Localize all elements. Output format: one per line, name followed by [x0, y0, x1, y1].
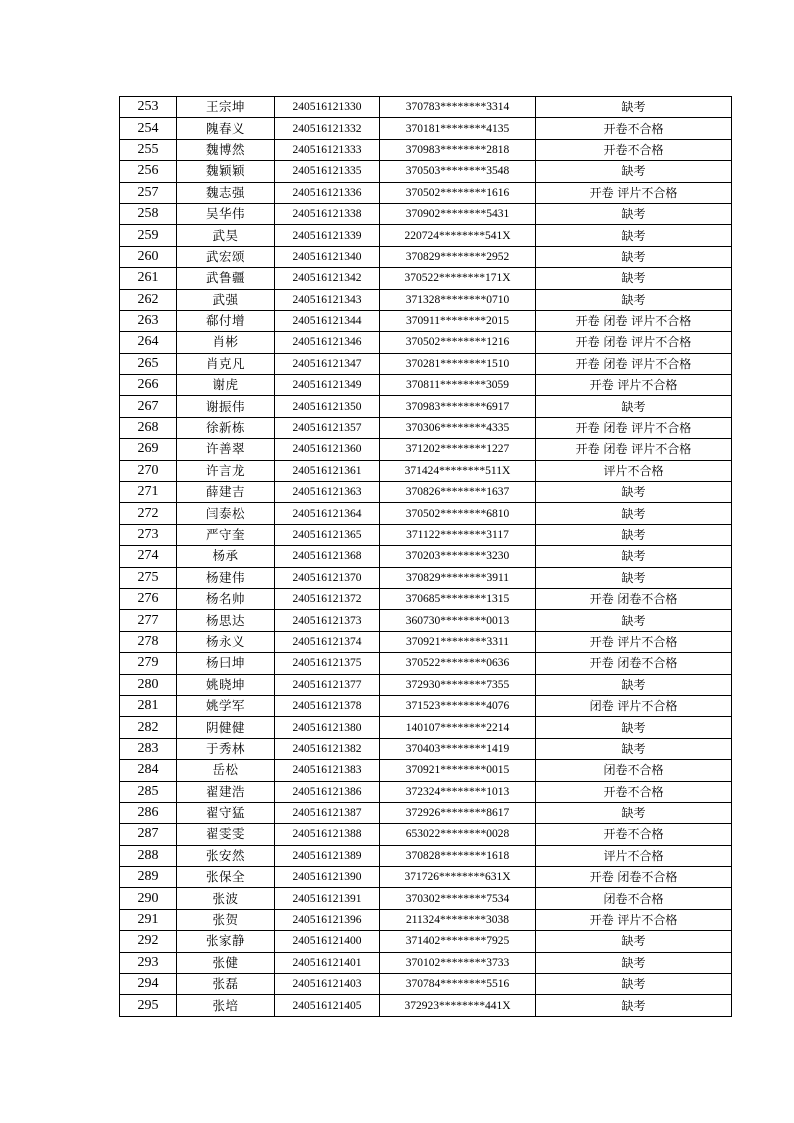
- candidate-name-cell: 郗付增: [177, 310, 275, 331]
- ticket-number-cell: 240516121373: [275, 610, 380, 631]
- row-sequence-cell: 295: [120, 995, 177, 1016]
- row-sequence-cell: 273: [120, 524, 177, 545]
- candidate-name-cell: 许善翠: [177, 439, 275, 460]
- result-cell: 闭卷 评片不合格: [536, 695, 732, 716]
- ticket-number-cell: 240516121388: [275, 824, 380, 845]
- row-sequence-cell: 285: [120, 781, 177, 802]
- id-number-cell: 370921********3311: [380, 631, 536, 652]
- result-cell: 闭卷不合格: [536, 888, 732, 909]
- result-cell: 缺考: [536, 396, 732, 417]
- id-number-cell: 370829********2952: [380, 246, 536, 267]
- table-row: [120, 97, 732, 118]
- table-row: [120, 375, 732, 396]
- id-number-cell: 140107********2214: [380, 717, 536, 738]
- row-sequence-cell: 261: [120, 268, 177, 289]
- table-row: [120, 781, 732, 802]
- results-table-body: [120, 97, 732, 1017]
- candidate-name-cell: 杨永义: [177, 631, 275, 652]
- candidate-name-cell: 徐新栋: [177, 417, 275, 438]
- table-row: [120, 503, 732, 524]
- ticket-number-cell: 240516121364: [275, 503, 380, 524]
- row-sequence-cell: 263: [120, 310, 177, 331]
- result-cell: 缺考: [536, 717, 732, 738]
- ticket-number-cell: 240516121361: [275, 460, 380, 481]
- result-cell: 开卷 闭卷 评片不合格: [536, 353, 732, 374]
- candidate-name-cell: 姚学军: [177, 695, 275, 716]
- candidate-name-cell: 杨建伟: [177, 567, 275, 588]
- result-cell: 缺考: [536, 503, 732, 524]
- candidate-name-cell: 张家静: [177, 931, 275, 952]
- row-sequence-cell: 274: [120, 546, 177, 567]
- table-row: [120, 909, 732, 930]
- candidate-name-cell: 张波: [177, 888, 275, 909]
- candidate-name-cell: 吴华伟: [177, 203, 275, 224]
- candidate-name-cell: 武宏颂: [177, 246, 275, 267]
- result-cell: 缺考: [536, 225, 732, 246]
- id-number-cell: 370784********5516: [380, 974, 536, 995]
- ticket-number-cell: 240516121347: [275, 353, 380, 374]
- id-number-cell: 372930********7355: [380, 674, 536, 695]
- ticket-number-cell: 240516121349: [275, 375, 380, 396]
- ticket-number-cell: 240516121343: [275, 289, 380, 310]
- table-row: [120, 931, 732, 952]
- id-number-cell: 371122********3117: [380, 524, 536, 545]
- id-number-cell: 370181********4135: [380, 118, 536, 139]
- result-cell: 评片不合格: [536, 845, 732, 866]
- candidate-name-cell: 张保全: [177, 867, 275, 888]
- ticket-number-cell: 240516121380: [275, 717, 380, 738]
- result-cell: 缺考: [536, 674, 732, 695]
- candidate-name-cell: 翟建浩: [177, 781, 275, 802]
- ticket-number-cell: 240516121363: [275, 482, 380, 503]
- table-row: [120, 760, 732, 781]
- row-sequence-cell: 265: [120, 353, 177, 374]
- row-sequence-cell: 264: [120, 332, 177, 353]
- table-row: [120, 268, 732, 289]
- row-sequence-cell: 275: [120, 567, 177, 588]
- row-sequence-cell: 282: [120, 717, 177, 738]
- table-row: [120, 289, 732, 310]
- row-sequence-cell: 269: [120, 439, 177, 460]
- candidate-name-cell: 魏颖颖: [177, 161, 275, 182]
- id-number-cell: 370911********2015: [380, 310, 536, 331]
- row-sequence-cell: 254: [120, 118, 177, 139]
- candidate-name-cell: 张健: [177, 952, 275, 973]
- row-sequence-cell: 277: [120, 610, 177, 631]
- ticket-number-cell: 240516121344: [275, 310, 380, 331]
- row-sequence-cell: 262: [120, 289, 177, 310]
- id-number-cell: 370522********171X: [380, 268, 536, 289]
- ticket-number-cell: 240516121333: [275, 139, 380, 160]
- ticket-number-cell: 240516121370: [275, 567, 380, 588]
- table-row: [120, 482, 732, 503]
- row-sequence-cell: 292: [120, 931, 177, 952]
- result-cell: 开卷 闭卷不合格: [536, 588, 732, 609]
- result-cell: 开卷 评片不合格: [536, 375, 732, 396]
- table-row: [120, 439, 732, 460]
- ticket-number-cell: 240516121360: [275, 439, 380, 460]
- row-sequence-cell: 270: [120, 460, 177, 481]
- id-number-cell: 371328********0710: [380, 289, 536, 310]
- candidate-name-cell: 杨思达: [177, 610, 275, 631]
- result-cell: 开卷 闭卷 评片不合格: [536, 417, 732, 438]
- table-row: [120, 802, 732, 823]
- table-row: [120, 161, 732, 182]
- ticket-number-cell: 240516121342: [275, 268, 380, 289]
- candidate-name-cell: 严守奎: [177, 524, 275, 545]
- ticket-number-cell: 240516121383: [275, 760, 380, 781]
- row-sequence-cell: 283: [120, 738, 177, 759]
- candidate-name-cell: 杨名帅: [177, 588, 275, 609]
- ticket-number-cell: 240516121339: [275, 225, 380, 246]
- result-cell: 开卷 闭卷 评片不合格: [536, 332, 732, 353]
- result-cell: 评片不合格: [536, 460, 732, 481]
- id-number-cell: 370281********1510: [380, 353, 536, 374]
- table-row: [120, 845, 732, 866]
- candidate-name-cell: 谢振伟: [177, 396, 275, 417]
- row-sequence-cell: 257: [120, 182, 177, 203]
- results-table: [119, 96, 732, 1017]
- candidate-name-cell: 薛建吉: [177, 482, 275, 503]
- ticket-number-cell: 240516121330: [275, 97, 380, 118]
- table-row: [120, 567, 732, 588]
- ticket-number-cell: 240516121338: [275, 203, 380, 224]
- ticket-number-cell: 240516121405: [275, 995, 380, 1016]
- id-number-cell: 372923********441X: [380, 995, 536, 1016]
- table-row: [120, 139, 732, 160]
- table-row: [120, 203, 732, 224]
- table-row: [120, 952, 732, 973]
- result-cell: 缺考: [536, 524, 732, 545]
- result-cell: 缺考: [536, 974, 732, 995]
- table-row: [120, 118, 732, 139]
- result-cell: 缺考: [536, 482, 732, 503]
- candidate-name-cell: 谢虎: [177, 375, 275, 396]
- candidate-name-cell: 武鲁疆: [177, 268, 275, 289]
- ticket-number-cell: 240516121387: [275, 802, 380, 823]
- result-cell: 开卷 评片不合格: [536, 909, 732, 930]
- result-cell: 缺考: [536, 738, 732, 759]
- candidate-name-cell: 魏博然: [177, 139, 275, 160]
- table-row: [120, 738, 732, 759]
- result-cell: 缺考: [536, 610, 732, 631]
- candidate-name-cell: 阴健健: [177, 717, 275, 738]
- candidate-name-cell: 姚晓坤: [177, 674, 275, 695]
- row-sequence-cell: 267: [120, 396, 177, 417]
- table-row: [120, 310, 732, 331]
- row-sequence-cell: 286: [120, 802, 177, 823]
- result-cell: 缺考: [536, 97, 732, 118]
- id-number-cell: 370503********3548: [380, 161, 536, 182]
- table-row: [120, 396, 732, 417]
- id-number-cell: 211324********3038: [380, 909, 536, 930]
- row-sequence-cell: 278: [120, 631, 177, 652]
- candidate-name-cell: 肖克凡: [177, 353, 275, 374]
- row-sequence-cell: 256: [120, 161, 177, 182]
- result-cell: 缺考: [536, 203, 732, 224]
- ticket-number-cell: 240516121372: [275, 588, 380, 609]
- candidate-name-cell: 闫泰松: [177, 503, 275, 524]
- result-cell: 缺考: [536, 567, 732, 588]
- result-cell: 开卷不合格: [536, 139, 732, 160]
- table-row: [120, 824, 732, 845]
- id-number-cell: 370828********1618: [380, 845, 536, 866]
- row-sequence-cell: 271: [120, 482, 177, 503]
- result-cell: 缺考: [536, 289, 732, 310]
- ticket-number-cell: 240516121389: [275, 845, 380, 866]
- id-number-cell: 370102********3733: [380, 952, 536, 973]
- candidate-name-cell: 杨承: [177, 546, 275, 567]
- result-cell: 开卷 评片不合格: [536, 182, 732, 203]
- result-cell: 缺考: [536, 268, 732, 289]
- id-number-cell: 371202********1227: [380, 439, 536, 460]
- ticket-number-cell: 240516121377: [275, 674, 380, 695]
- table-row: [120, 717, 732, 738]
- candidate-name-cell: 于秀林: [177, 738, 275, 759]
- candidate-name-cell: 岳松: [177, 760, 275, 781]
- id-number-cell: 370522********0636: [380, 653, 536, 674]
- candidate-name-cell: 肖彬: [177, 332, 275, 353]
- table-row: [120, 974, 732, 995]
- id-number-cell: 370203********3230: [380, 546, 536, 567]
- row-sequence-cell: 289: [120, 867, 177, 888]
- id-number-cell: 370502********1616: [380, 182, 536, 203]
- table-row: [120, 674, 732, 695]
- id-number-cell: 370502********6810: [380, 503, 536, 524]
- table-row: [120, 888, 732, 909]
- row-sequence-cell: 294: [120, 974, 177, 995]
- result-cell: 闭卷不合格: [536, 760, 732, 781]
- row-sequence-cell: 288: [120, 845, 177, 866]
- table-row: [120, 546, 732, 567]
- table-row: [120, 353, 732, 374]
- id-number-cell: 371726********631X: [380, 867, 536, 888]
- ticket-number-cell: 240516121400: [275, 931, 380, 952]
- candidate-name-cell: 许言龙: [177, 460, 275, 481]
- id-number-cell: 371523********4076: [380, 695, 536, 716]
- id-number-cell: 370983********6917: [380, 396, 536, 417]
- table-row: [120, 610, 732, 631]
- result-cell: 开卷 闭卷不合格: [536, 653, 732, 674]
- ticket-number-cell: 240516121401: [275, 952, 380, 973]
- result-cell: 开卷 闭卷 评片不合格: [536, 439, 732, 460]
- table-row: [120, 631, 732, 652]
- id-number-cell: 370403********1419: [380, 738, 536, 759]
- table-row: [120, 695, 732, 716]
- ticket-number-cell: 240516121332: [275, 118, 380, 139]
- id-number-cell: 370829********3911: [380, 567, 536, 588]
- candidate-name-cell: 隗春义: [177, 118, 275, 139]
- row-sequence-cell: 287: [120, 824, 177, 845]
- table-row: [120, 246, 732, 267]
- candidate-name-cell: 杨曰坤: [177, 653, 275, 674]
- id-number-cell: 372926********8617: [380, 802, 536, 823]
- row-sequence-cell: 253: [120, 97, 177, 118]
- ticket-number-cell: 240516121336: [275, 182, 380, 203]
- row-sequence-cell: 276: [120, 588, 177, 609]
- table-row: [120, 182, 732, 203]
- result-cell: 开卷 闭卷不合格: [536, 867, 732, 888]
- result-cell: 开卷 闭卷 评片不合格: [536, 310, 732, 331]
- result-cell: 缺考: [536, 546, 732, 567]
- row-sequence-cell: 279: [120, 653, 177, 674]
- row-sequence-cell: 260: [120, 246, 177, 267]
- id-number-cell: 220724********541X: [380, 225, 536, 246]
- ticket-number-cell: 240516121335: [275, 161, 380, 182]
- candidate-name-cell: 翟守猛: [177, 802, 275, 823]
- result-cell: 缺考: [536, 246, 732, 267]
- result-cell: 开卷不合格: [536, 118, 732, 139]
- ticket-number-cell: 240516121340: [275, 246, 380, 267]
- candidate-name-cell: 翟雯雯: [177, 824, 275, 845]
- id-number-cell: 370685********1315: [380, 588, 536, 609]
- candidate-name-cell: 张培: [177, 995, 275, 1016]
- id-number-cell: 370783********3314: [380, 97, 536, 118]
- ticket-number-cell: 240516121374: [275, 631, 380, 652]
- id-number-cell: 370302********7534: [380, 888, 536, 909]
- table-row: [120, 417, 732, 438]
- row-sequence-cell: 290: [120, 888, 177, 909]
- ticket-number-cell: 240516121403: [275, 974, 380, 995]
- candidate-name-cell: 武昊: [177, 225, 275, 246]
- ticket-number-cell: 240516121346: [275, 332, 380, 353]
- row-sequence-cell: 293: [120, 952, 177, 973]
- id-number-cell: 370921********0015: [380, 760, 536, 781]
- ticket-number-cell: 240516121368: [275, 546, 380, 567]
- ticket-number-cell: 240516121382: [275, 738, 380, 759]
- id-number-cell: 360730********0013: [380, 610, 536, 631]
- id-number-cell: 653022********0028: [380, 824, 536, 845]
- candidate-name-cell: 魏志强: [177, 182, 275, 203]
- ticket-number-cell: 240516121386: [275, 781, 380, 802]
- result-cell: 缺考: [536, 931, 732, 952]
- ticket-number-cell: 240516121375: [275, 653, 380, 674]
- table-row: [120, 653, 732, 674]
- row-sequence-cell: 281: [120, 695, 177, 716]
- id-number-cell: 371424********511X: [380, 460, 536, 481]
- row-sequence-cell: 272: [120, 503, 177, 524]
- row-sequence-cell: 280: [120, 674, 177, 695]
- row-sequence-cell: 255: [120, 139, 177, 160]
- table-row: [120, 995, 732, 1016]
- candidate-name-cell: 王宗坤: [177, 97, 275, 118]
- table-row: [120, 460, 732, 481]
- candidate-name-cell: 张安然: [177, 845, 275, 866]
- id-number-cell: 370502********1216: [380, 332, 536, 353]
- result-cell: 缺考: [536, 952, 732, 973]
- ticket-number-cell: 240516121391: [275, 888, 380, 909]
- candidate-name-cell: 张贺: [177, 909, 275, 930]
- id-number-cell: 370811********3059: [380, 375, 536, 396]
- id-number-cell: 372324********1013: [380, 781, 536, 802]
- result-cell: 开卷 评片不合格: [536, 631, 732, 652]
- result-cell: 缺考: [536, 161, 732, 182]
- result-cell: 开卷不合格: [536, 824, 732, 845]
- row-sequence-cell: 266: [120, 375, 177, 396]
- candidate-name-cell: 武强: [177, 289, 275, 310]
- table-row: [120, 332, 732, 353]
- id-number-cell: 370306********4335: [380, 417, 536, 438]
- row-sequence-cell: 291: [120, 909, 177, 930]
- row-sequence-cell: 259: [120, 225, 177, 246]
- row-sequence-cell: 268: [120, 417, 177, 438]
- id-number-cell: 370983********2818: [380, 139, 536, 160]
- result-cell: 缺考: [536, 995, 732, 1016]
- row-sequence-cell: 284: [120, 760, 177, 781]
- id-number-cell: 370902********5431: [380, 203, 536, 224]
- ticket-number-cell: 240516121390: [275, 867, 380, 888]
- table-row: [120, 867, 732, 888]
- ticket-number-cell: 240516121365: [275, 524, 380, 545]
- row-sequence-cell: 258: [120, 203, 177, 224]
- ticket-number-cell: 240516121357: [275, 417, 380, 438]
- result-cell: 缺考: [536, 802, 732, 823]
- ticket-number-cell: 240516121350: [275, 396, 380, 417]
- ticket-number-cell: 240516121378: [275, 695, 380, 716]
- table-row: [120, 225, 732, 246]
- id-number-cell: 370826********1637: [380, 482, 536, 503]
- result-cell: 开卷不合格: [536, 781, 732, 802]
- id-number-cell: 371402********7925: [380, 931, 536, 952]
- table-row: [120, 524, 732, 545]
- ticket-number-cell: 240516121396: [275, 909, 380, 930]
- candidate-name-cell: 张磊: [177, 974, 275, 995]
- table-row: [120, 588, 732, 609]
